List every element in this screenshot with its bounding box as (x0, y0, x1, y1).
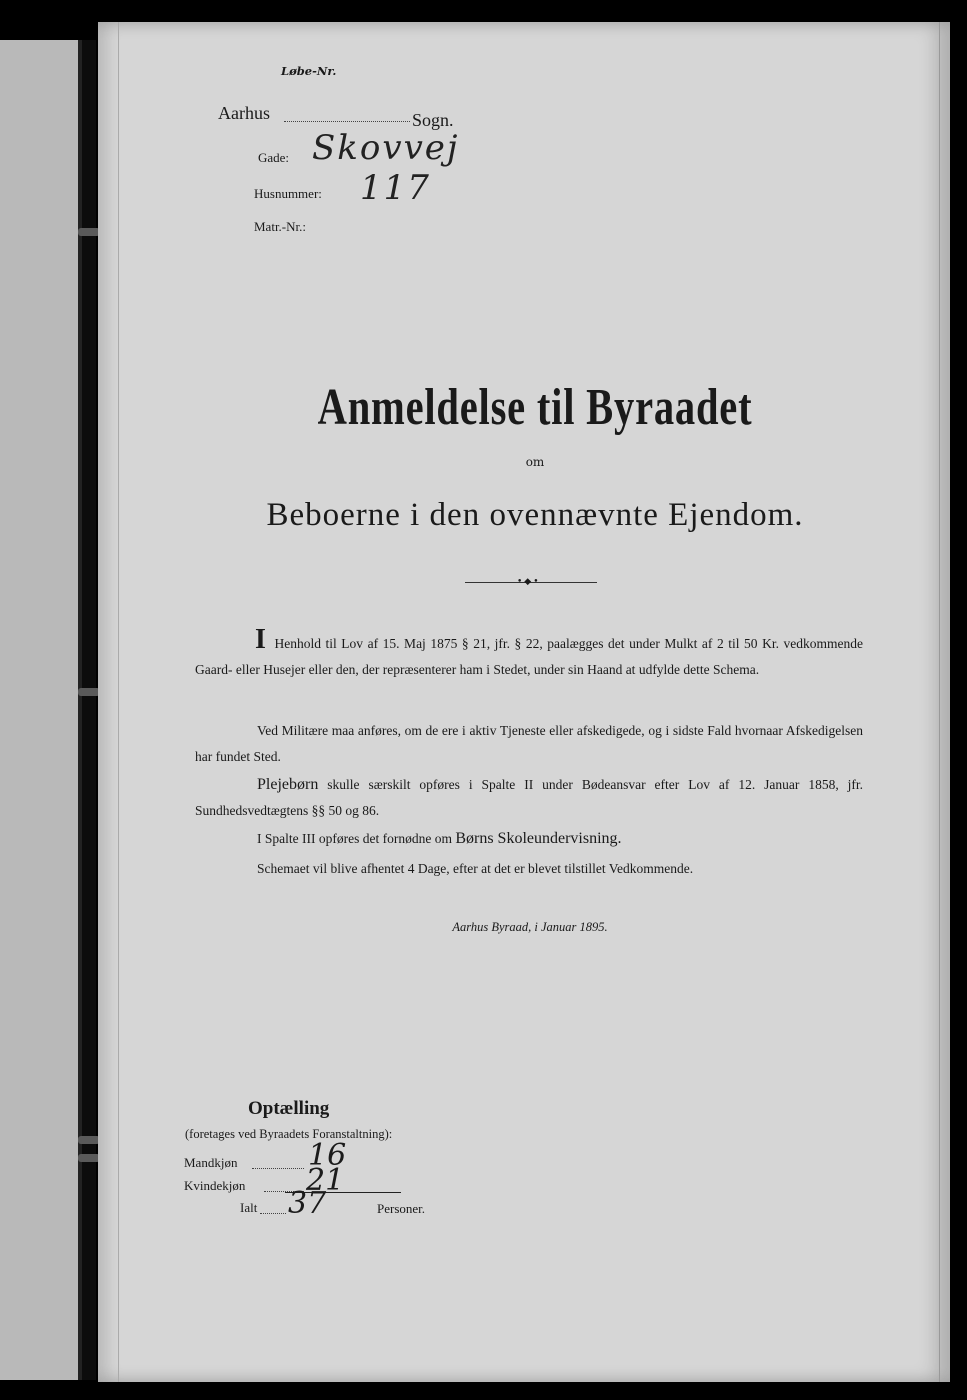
ornament-divider (465, 577, 597, 587)
parish-label: Sogn. (412, 110, 454, 130)
title-connector: om (525, 455, 545, 469)
paragraph-5 (195, 856, 863, 882)
paragraph-5-text: Schemaet vil blive afhentet 4 Dage, efter at det er blevet tilstillet Vedkommende. (257, 861, 694, 876)
female-value: 21 (306, 1163, 345, 1198)
paragraph-4 (195, 826, 863, 852)
paragraph-3-lead: Plejebørn (257, 776, 319, 793)
paragraph-4-lead: I Spalte III opføres det fornødne om (257, 831, 452, 846)
female-label: Kvindekjøn (184, 1178, 246, 1193)
paragraph-1 (195, 624, 864, 683)
page-subtitle: Beboerne i den ovennævnte Ejendom. (266, 497, 804, 533)
left-page (0, 40, 80, 1380)
total-value: 37 (288, 1186, 327, 1221)
male-label: Mandkjøn (184, 1155, 238, 1170)
parish-dotted-line (284, 121, 410, 122)
male-dots (252, 1168, 304, 1169)
count-subtitle: (foretages ved Byraadets Foranstaltning): (185, 1127, 393, 1141)
binding (82, 40, 96, 1380)
matr-nr-label: Matr.-Nr.: (254, 219, 306, 234)
page-title: Anmeldelse til Byraadet (317, 379, 753, 436)
persons-label: Personer. (377, 1201, 426, 1216)
male-value: 16 (308, 1138, 347, 1173)
paragraph-1-text: Henhold til Lov af 15. Maj 1875 § 21, jfr. § 22, paalægges det under Mulkt af 2 til 50 Kr. vedkommende Gaard- eller Husejer eller den, der repræsenterer ham i Stedet, under sin Haand at udfylde dette Schema. (195, 636, 864, 677)
paragraph-4-emphasis: Børns Skoleundervisning. (455, 830, 622, 847)
binding-stitch (78, 688, 100, 696)
paragraph-3 (195, 772, 863, 824)
paragraph-3-text: skulle særskilt opføres i Spalte II under Bødeansvar efter Lov af 12. Januar 1858, jfr. Sundhedsvedtægtens §§ 50 og 86. (195, 777, 864, 818)
binding-stitch (78, 228, 100, 236)
house-number-label: Husnummer: (254, 186, 322, 201)
binding-stitch (78, 1136, 100, 1144)
total-dots (260, 1213, 286, 1214)
count-title: Optælling (248, 1098, 330, 1119)
binding-stitch (78, 1154, 100, 1162)
ornament: •◆• (517, 577, 541, 587)
issuer-signature: Aarhus Byraad, i Januar 1895. (452, 920, 608, 934)
street-label: Gade: (258, 150, 290, 165)
paragraph-2-text: Ved Militære maa anføres, om de ere i aktiv Tjeneste eller afskedigede, og i sidste Fald hvornaar Afskedigelsen har fundet Sted. (195, 723, 863, 764)
street-value: Skovvej (312, 128, 460, 168)
drop-cap: I (255, 624, 266, 655)
house-number-value: 117 (360, 168, 431, 208)
total-label: Ialt (240, 1200, 258, 1215)
paragraph-2 (195, 718, 863, 770)
lobe-nr-label: Løbe-Nr. (281, 64, 337, 78)
parish-value: Aarhus (218, 103, 270, 123)
